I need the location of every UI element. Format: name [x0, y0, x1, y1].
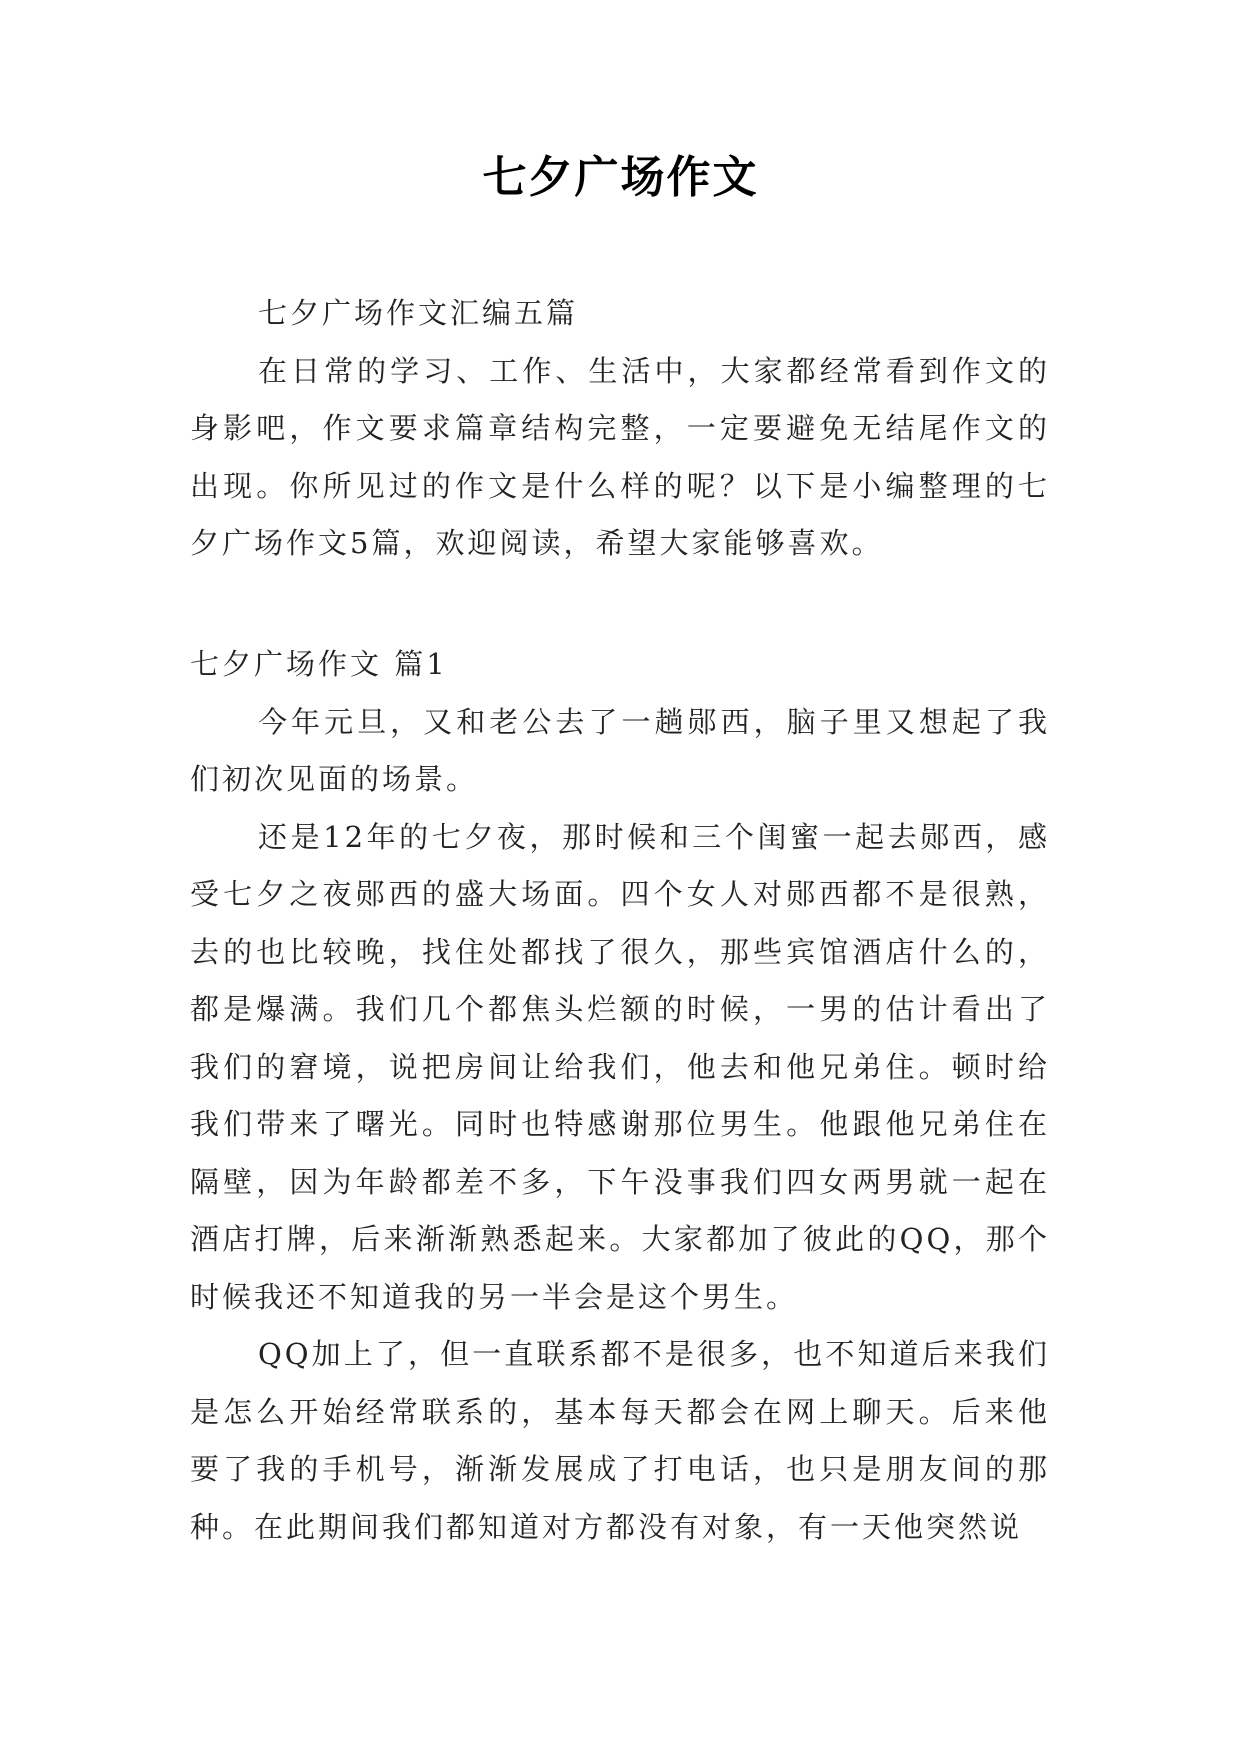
intro-paragraph: 在日常的学习、工作、生活中，大家都经常看到作文的身影吧，作文要求篇章结构完整，一定要避免无结尾作文的出现。你所见过的作文是什么样的呢？以下是小编整理的七夕广场作文5篇，欢迎阅读，希望大家能够喜欢。: [190, 353, 1050, 560]
article-block: [190, 636, 1050, 1556]
section-heading: 七夕广场作文 篇1: [190, 647, 448, 681]
intro-block: [190, 285, 1050, 573]
document-title: 七夕广场作文: [482, 152, 759, 203]
document-subtitle: 七夕广场作文汇编五篇: [258, 296, 579, 330]
article-paragraph: 今年元旦，又和老公去了一趟郧西，脑子里又想起了我们初次见面的场景。: [190, 704, 1050, 796]
article-paragraph: QQ加上了，但一直联系都不是很多，也不知道后来我们是怎么开始经常联系的，基本每天都会在网上聊天。后来他要了我的手机号，渐渐发展成了打电话，也只是朋友间的那种。在此期间我们都知道对方都没有对象，有一天他突然说: [190, 1337, 1050, 1544]
article-paragraph: 还是12年的七夕夜，那时候和三个闺蜜一起去郧西，感受七夕之夜郧西的盛大场面。四个女人对郧西都不是很熟，去的也比较晚，找住处都找了很久，那些宾馆酒店什么的，都是爆满。我们几个都焦头烂额的时候，一男的估计看出了我们的窘境，说把房间让给我们，他去和他兄弟住。顿时给我们带来了曙光。同时也特感谢那位男生。他跟他兄弟住在隔壁，因为年龄都差不多，下午没事我们四女两男就一起在酒店打牌，后来渐渐熟悉起来。大家都加了彼此的QQ，那个时候我还不知道我的另一半会是这个男生。: [190, 819, 1050, 1314]
